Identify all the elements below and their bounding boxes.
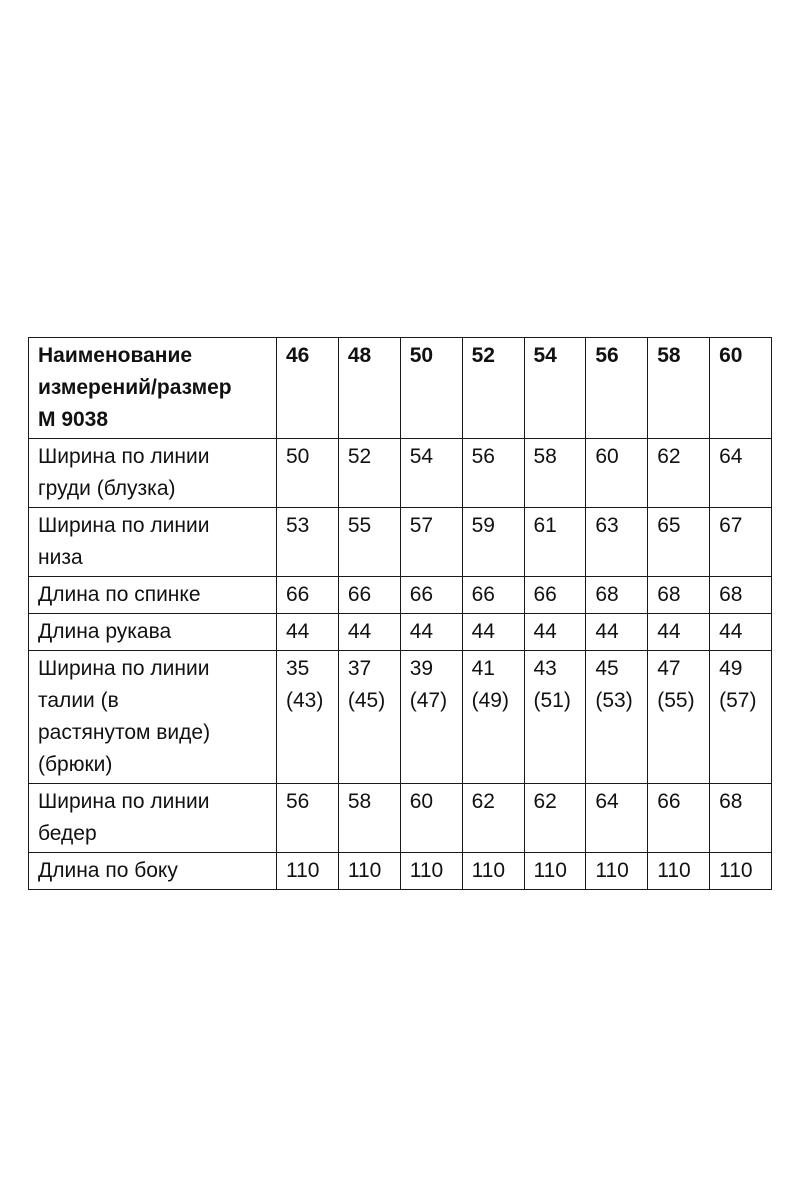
measurement-value-cell [710, 853, 772, 890]
measurement-value: 58 [533, 445, 557, 468]
measurement-value: 66 [657, 790, 681, 813]
measurement-value-cell [400, 577, 462, 614]
measurement-value-cell [400, 508, 462, 577]
measurement-value-cell [648, 853, 710, 890]
measurement-value-cell [586, 651, 648, 784]
measurement-value-cell [710, 784, 772, 853]
measurement-label-line: низа [38, 546, 83, 569]
measurement-label-line: Ширина по линии [38, 657, 210, 680]
measurement-value: 37 [347, 657, 372, 680]
measurement-value-cell [648, 508, 710, 577]
measurement-value-cell [462, 439, 524, 508]
measurement-label-line: Ширина по линии [38, 790, 210, 813]
measurement-value-cell [338, 651, 400, 784]
measurement-value: 110 [595, 859, 629, 882]
measurement-value: (43) [286, 689, 324, 712]
measurement-value-cell [524, 439, 586, 508]
measurement-value: 68 [595, 583, 619, 606]
measurement-value: 39 [409, 657, 434, 680]
measurement-value: 58 [347, 790, 372, 813]
measurement-value: 65 [657, 514, 681, 537]
measurement-value: 61 [533, 514, 557, 537]
header-row [29, 338, 772, 439]
measurement-value: 62 [533, 790, 557, 813]
measurement-value-cell [400, 614, 462, 651]
measurement-value-cell [462, 853, 524, 890]
measurement-value: 44 [657, 620, 681, 643]
measurement-value-cell [400, 439, 462, 508]
measurement-value: 110 [347, 859, 382, 882]
measurement-header-line: измерений/размер [38, 376, 232, 399]
measurement-value-cell [524, 853, 586, 890]
table-row [29, 784, 772, 853]
measurement-value-cell [462, 784, 524, 853]
measurement-value: 43 [533, 657, 557, 680]
size-header-46: 46 [277, 338, 339, 439]
table-row [29, 508, 772, 577]
measurement-value: 60 [409, 790, 434, 813]
measurement-value: 44 [533, 620, 557, 643]
measurement-value: 44 [286, 620, 310, 643]
table-row [29, 853, 772, 890]
measurement-label-line: (брюки) [38, 753, 113, 776]
measurement-value: 62 [657, 445, 681, 468]
measurement-value: 55 [347, 514, 372, 537]
measurement-value-cell [710, 614, 772, 651]
measurement-value-cell [277, 508, 339, 577]
measurement-value-cell [400, 651, 462, 784]
measurement-value-cell [648, 614, 710, 651]
measurement-value-cell [462, 577, 524, 614]
measurement-value: 47 [657, 657, 681, 680]
measurement-label-line: Длина по спинке [38, 583, 201, 606]
measurement-value: 64 [719, 445, 743, 468]
size-header-54: 54 [524, 338, 586, 439]
size-header-58: 58 [648, 338, 710, 439]
measurement-value-cell [400, 853, 462, 890]
measurement-value-cell [462, 508, 524, 577]
measurement-value-cell [277, 614, 339, 651]
measurement-label-cell [29, 577, 277, 614]
measurement-value: (57) [719, 689, 757, 712]
measurement-value-cell [277, 439, 339, 508]
measurement-value: 110 [286, 859, 320, 882]
measurement-label-line: Ширина по линии [38, 514, 210, 537]
measurement-value: 44 [347, 620, 372, 643]
measurement-value: 54 [409, 445, 434, 468]
measurement-value-cell [648, 439, 710, 508]
measurement-value-cell [524, 614, 586, 651]
measurement-value: (47) [409, 689, 448, 712]
measurement-value: 59 [471, 514, 495, 537]
measurement-value: 56 [286, 790, 310, 813]
measurement-value-cell [648, 784, 710, 853]
measurement-value: 110 [657, 859, 691, 882]
measurement-value: 66 [347, 583, 372, 606]
measurement-value-cell [277, 651, 339, 784]
measurement-label-line: растянутом виде) [38, 721, 211, 744]
measurement-value: 66 [409, 583, 434, 606]
measurement-label-line: Ширина по линии [38, 445, 210, 468]
measurement-label-line: Длина рукава [38, 620, 172, 643]
measurement-value-cell [586, 508, 648, 577]
measurement-label-cell [29, 853, 277, 890]
measurement-value: 50 [286, 445, 310, 468]
size-header-52: 52 [462, 338, 524, 439]
table-row [29, 577, 772, 614]
measurement-value-cell [586, 439, 648, 508]
measurement-value-cell [648, 577, 710, 614]
measurement-value-cell [338, 439, 400, 508]
measurement-header-line: Наименование [38, 344, 193, 367]
measurement-value: (51) [533, 689, 571, 712]
table-row [29, 439, 772, 508]
measurement-value: 110 [471, 859, 506, 882]
measurement-value-cell [338, 853, 400, 890]
measurement-value-cell [710, 577, 772, 614]
measurement-value: 66 [471, 583, 495, 606]
measurement-value: 62 [471, 790, 495, 813]
measurement-label-line: Длина по боку [38, 859, 178, 882]
measurement-value-cell [648, 651, 710, 784]
measurement-value: 52 [347, 445, 372, 468]
measurement-value: (45) [347, 689, 386, 712]
measurement-value: 68 [719, 790, 743, 813]
measurement-value-cell [586, 784, 648, 853]
model-number: М 9038 [38, 408, 109, 431]
measurement-label-line: талии (в [38, 689, 119, 712]
measurement-value: 68 [719, 583, 743, 606]
measurement-value: 53 [286, 514, 310, 537]
measurement-label-cell [29, 651, 277, 784]
measurement-value-cell [586, 614, 648, 651]
measurement-value: 45 [595, 657, 619, 680]
measurement-label-cell [29, 614, 277, 651]
measurement-value-cell [524, 651, 586, 784]
measurement-label-cell [29, 439, 277, 508]
measurement-value: (55) [657, 689, 695, 712]
table-row [29, 651, 772, 784]
size-table [28, 337, 772, 890]
measurement-label-cell [29, 784, 277, 853]
measurement-value-cell [524, 784, 586, 853]
measurement-value: 66 [533, 583, 557, 606]
measurement-value: 60 [595, 445, 619, 468]
measurement-label-cell [29, 508, 277, 577]
measurement-value: 67 [719, 514, 743, 537]
measurement-value-cell [710, 439, 772, 508]
measurement-value-cell [710, 508, 772, 577]
table-body [29, 439, 772, 890]
table-row [29, 614, 772, 651]
size-header-50: 50 [400, 338, 462, 439]
measurement-value: 68 [657, 583, 681, 606]
size-header-56: 56 [586, 338, 648, 439]
measurement-value: (49) [471, 689, 509, 712]
measurement-value: (53) [595, 689, 633, 712]
measurement-value: 35 [286, 657, 310, 680]
measurement-value-cell [710, 651, 772, 784]
measurement-value-cell [338, 577, 400, 614]
measurement-label-line: бедер [38, 822, 97, 845]
measurement-value: 44 [409, 620, 434, 643]
measurement-value: 110 [409, 859, 444, 882]
measurement-value: 57 [409, 514, 434, 537]
measurement-value-cell [277, 784, 339, 853]
size-header-60: 60 [710, 338, 772, 439]
measurement-value-cell [338, 784, 400, 853]
measurement-value: 63 [595, 514, 619, 537]
measurement-value-cell [338, 508, 400, 577]
measurement-value: 64 [595, 790, 619, 813]
measurement-value-cell [524, 577, 586, 614]
measurement-value-cell [586, 853, 648, 890]
measurement-value: 44 [595, 620, 619, 643]
measurement-label-line: груди (блузка) [38, 477, 176, 500]
measurement-value-cell [462, 614, 524, 651]
measurement-value: 56 [471, 445, 495, 468]
measurement-value-cell [524, 508, 586, 577]
measurement-value: 44 [471, 620, 495, 643]
measurement-value: 44 [719, 620, 743, 643]
measurement-header-cell [29, 338, 277, 439]
measurement-value-cell [462, 651, 524, 784]
measurement-value-cell [400, 784, 462, 853]
measurement-value-cell [277, 577, 339, 614]
measurement-value-cell [277, 853, 339, 890]
measurement-value: 49 [719, 657, 743, 680]
measurement-value: 66 [286, 583, 310, 606]
measurement-value: 110 [719, 859, 753, 882]
measurement-value: 110 [533, 859, 567, 882]
measurement-value: 41 [471, 657, 495, 680]
measurement-value-cell [338, 614, 400, 651]
size-header-48: 48 [338, 338, 400, 439]
measurement-value-cell [586, 577, 648, 614]
